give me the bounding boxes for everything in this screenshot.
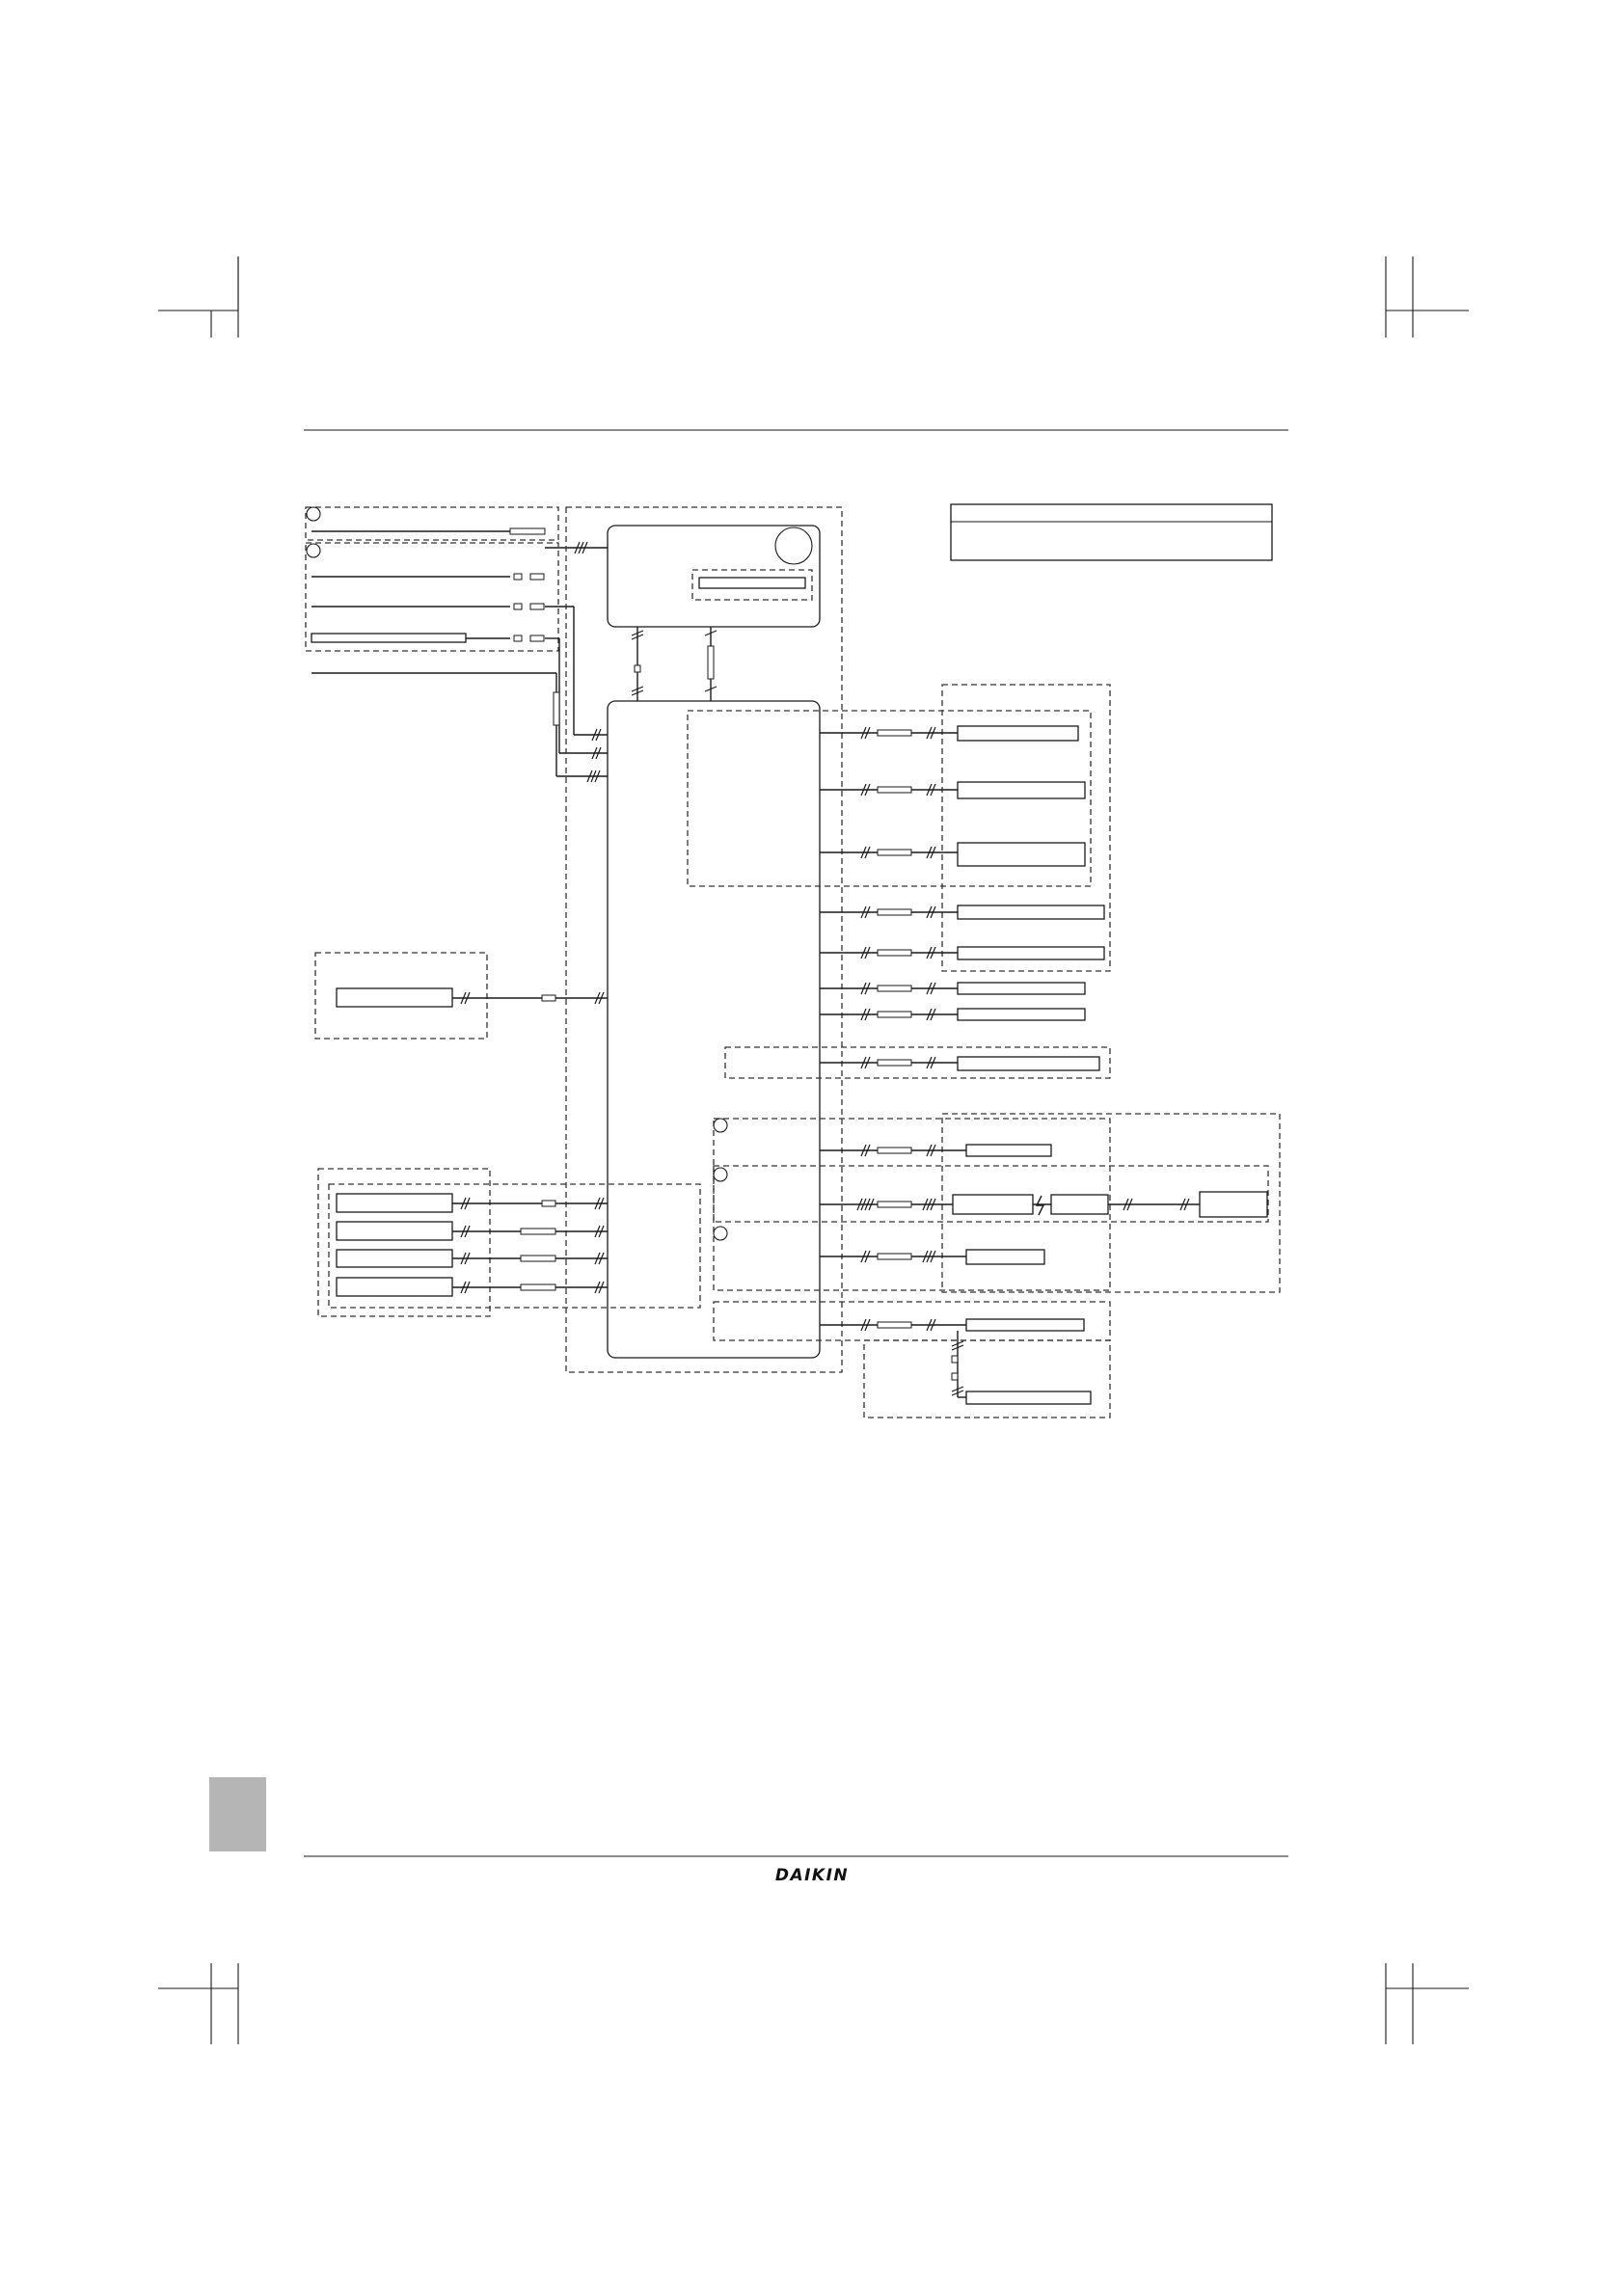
wireless-link-icon [1037, 1196, 1043, 1215]
left-top-sensor-group [306, 507, 558, 673]
upper-pcb [608, 526, 820, 627]
brand-logo: DAIKIN [774, 1866, 850, 1885]
left-middle-device [315, 953, 608, 1039]
legend-box [951, 504, 1272, 560]
left-feed-wiring [545, 548, 608, 776]
section-side-tab [209, 1777, 266, 1851]
pcb-interconnect [635, 627, 714, 701]
